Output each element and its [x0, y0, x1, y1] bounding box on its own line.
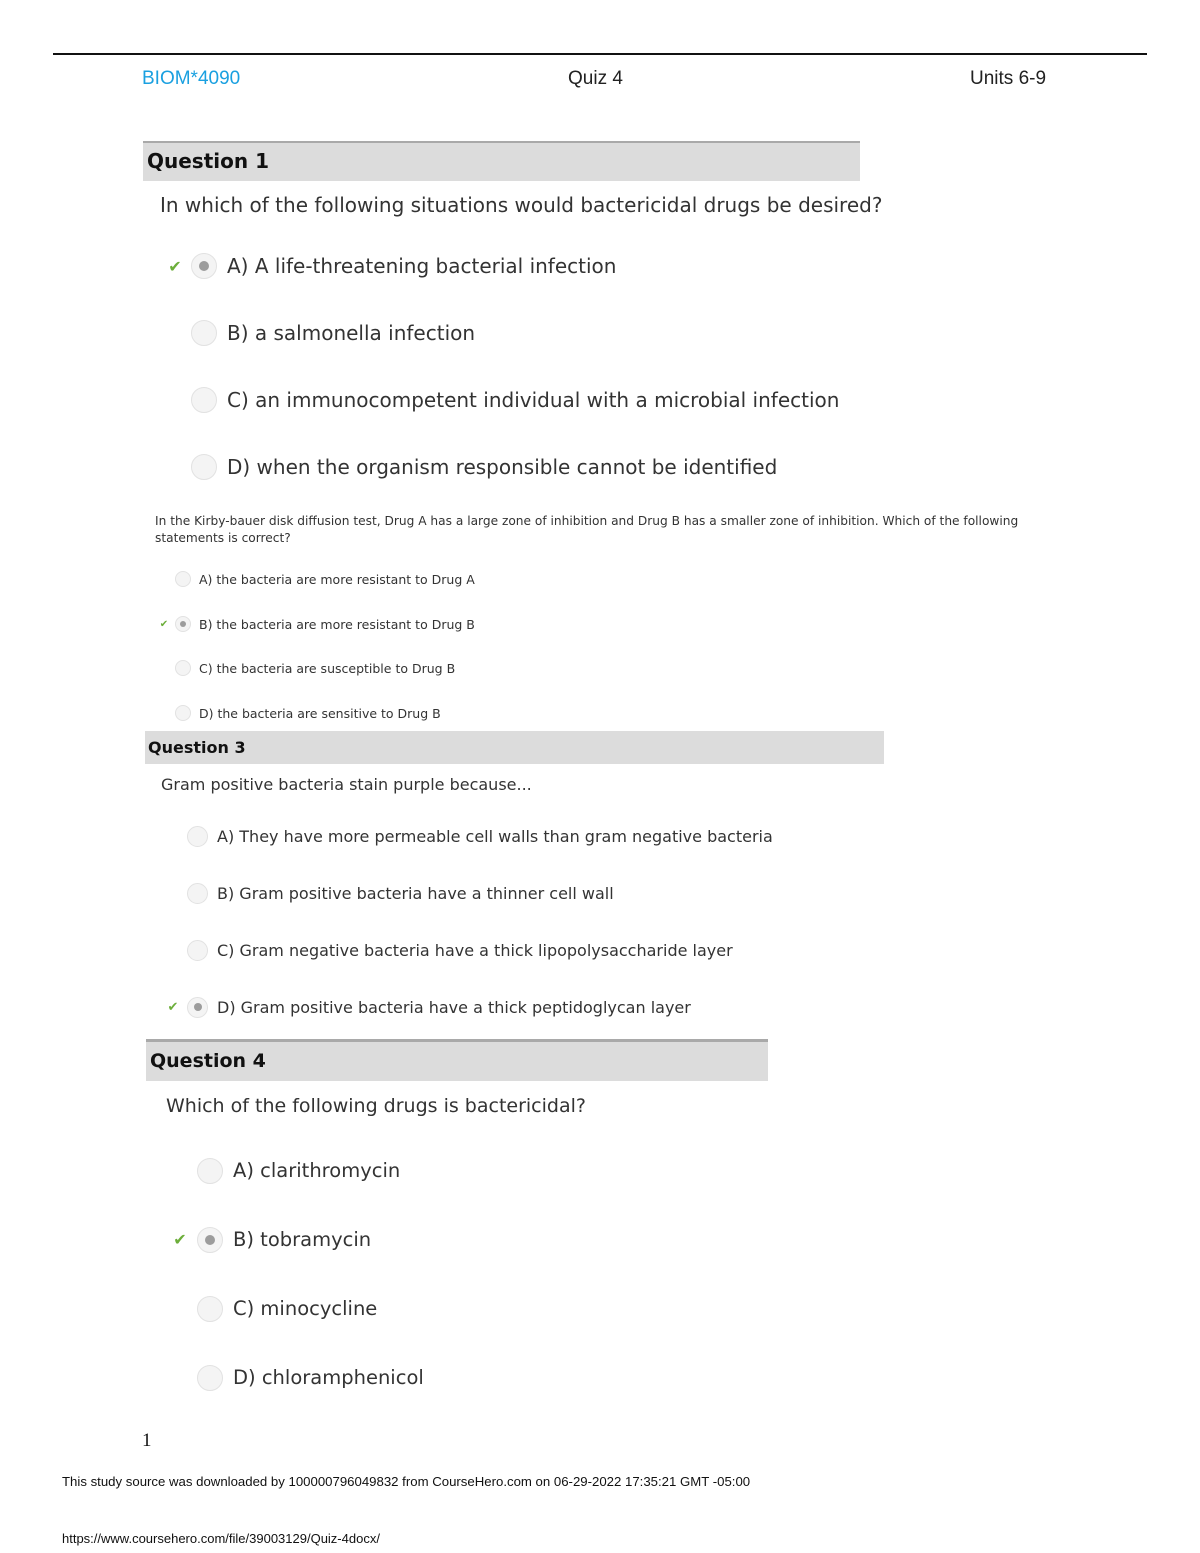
checkmark-icon: ✔	[167, 999, 179, 1015]
q4-option-b[interactable]	[170, 1226, 371, 1253]
q2-option-b-label: B) the bacteria are more resistant to Drug B	[199, 616, 475, 632]
question-2-text-line2: statements is correct?	[155, 531, 291, 545]
radio-icon[interactable]	[187, 826, 208, 847]
checkmark-icon: ✔	[159, 618, 169, 630]
radio-icon[interactable]	[197, 1158, 223, 1184]
question-3-text: Gram positive bacteria stain purple because...	[161, 775, 532, 794]
question-4-text: Which of the following drugs is bactericidal?	[166, 1095, 586, 1117]
q2-option-d-label: D) the bacteria are sensitive to Drug B	[199, 705, 441, 721]
q1-option-c-label: C) an immunocompetent individual with a microbial infection	[227, 388, 840, 412]
radio-icon[interactable]	[197, 1296, 223, 1322]
checkmark-icon: ✔	[173, 1230, 187, 1249]
q3-option-c[interactable]	[187, 939, 733, 961]
radio-icon[interactable]	[175, 660, 191, 676]
q4-option-a-label: A) clarithromycin	[233, 1159, 401, 1182]
q1-option-d[interactable]	[191, 453, 777, 481]
radio-icon[interactable]	[191, 387, 217, 413]
q3-option-a[interactable]	[187, 825, 773, 847]
q4-option-b-label: B) tobramycin	[233, 1228, 372, 1251]
q1-option-a-label: A) A life-threatening bacterial infection	[227, 254, 617, 278]
q4-option-a[interactable]	[197, 1157, 400, 1184]
q4-option-d-label: D) chloramphenicol	[233, 1366, 424, 1389]
quiz-title: Quiz 4	[568, 68, 623, 89]
radio-icon[interactable]	[191, 454, 217, 480]
q2-option-c-label: C) the bacteria are susceptible to Drug B	[199, 660, 456, 676]
q3-option-d-label: D) Gram positive bacteria have a thick peptidoglycan layer	[217, 997, 691, 1017]
q3-option-b-label: B) Gram positive bacteria have a thinner cell wall	[217, 883, 614, 903]
q1-option-d-label: D) when the organism responsible cannot be identified	[227, 455, 778, 479]
radio-icon[interactable]	[175, 705, 191, 721]
header-rule	[53, 53, 1147, 55]
q2-option-d[interactable]	[175, 705, 441, 721]
question-1-title: Question 1	[147, 149, 269, 173]
q2-option-a[interactable]	[175, 571, 475, 587]
question-1-text: In which of the following situations would bactericidal drugs be desired?	[160, 193, 883, 217]
q1-option-c[interactable]	[191, 386, 839, 414]
radio-icon[interactable]	[187, 940, 208, 961]
q2-option-a-label: A) the bacteria are more resistant to Drug A	[199, 571, 475, 587]
units-label: Units 6-9	[970, 68, 1047, 89]
page-number: 1	[142, 1430, 152, 1451]
q2-option-c[interactable]	[175, 660, 455, 676]
q1-option-b[interactable]	[191, 319, 475, 347]
question-2-text-line1: In the Kirby-bauer disk diffusion test, Drug A has a large zone of inhibition and Drug B has a smaller zone of inhibition. Which of the following	[155, 514, 1019, 528]
radio-icon[interactable]	[175, 571, 191, 587]
q4-option-c[interactable]	[197, 1295, 377, 1322]
q3-option-a-label: A) They have more permeable cell walls than gram negative bacteria	[217, 826, 773, 846]
radio-icon[interactable]	[197, 1227, 223, 1253]
checkmark-icon: ✔	[168, 256, 182, 276]
question-3-bar	[145, 731, 884, 764]
question-4-title: Question 4	[150, 1050, 266, 1072]
q4-option-c-label: C) minocycline	[233, 1297, 378, 1320]
q1-option-b-label: B) a salmonella infection	[227, 321, 476, 345]
q3-option-d[interactable]	[165, 996, 691, 1018]
radio-icon[interactable]	[191, 253, 217, 279]
radio-icon[interactable]	[191, 320, 217, 346]
q4-option-d[interactable]	[197, 1364, 424, 1391]
q2-option-b[interactable]	[157, 616, 475, 632]
question-3-title: Question 3	[148, 738, 246, 757]
radio-icon[interactable]	[187, 883, 208, 904]
radio-icon[interactable]	[175, 616, 191, 632]
q1-option-a[interactable]	[165, 252, 616, 280]
course-code: BIOM*4090	[142, 68, 241, 89]
radio-icon[interactable]	[187, 997, 208, 1018]
source-url[interactable]: https://www.coursehero.com/file/39003129/Quiz-4docx/	[62, 1531, 380, 1546]
q3-option-b[interactable]	[187, 882, 614, 904]
radio-icon[interactable]	[197, 1365, 223, 1391]
q3-option-c-label: C) Gram negative bacteria have a thick lipopolysaccharide layer	[217, 940, 733, 960]
download-note: This study source was downloaded by 100000796049832 from CourseHero.com on 06-29-2022 17:35:21 GMT -05:00	[62, 1474, 751, 1489]
